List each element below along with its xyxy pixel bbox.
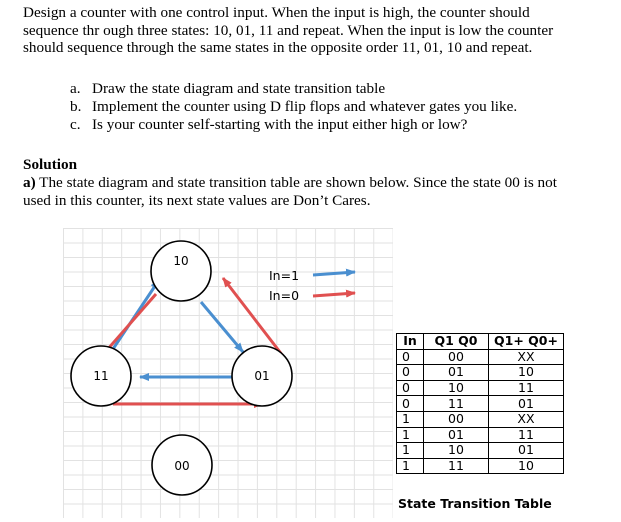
cell-in: 1 — [397, 411, 424, 427]
table-row — [397, 349, 564, 365]
legend-label-in1: In=1 — [269, 268, 300, 283]
cell-in: 1 — [397, 458, 424, 474]
solution-heading: Solution — [23, 156, 78, 173]
item-text: Draw the state diagram and state transition table — [92, 80, 386, 97]
state-node-10 — [151, 241, 211, 301]
part-a-label: a) — [23, 174, 36, 191]
cell-state: 11 — [424, 396, 489, 412]
cell-state: 10 — [424, 380, 489, 396]
item-letter: c. — [70, 116, 81, 133]
table-header-row — [397, 334, 564, 350]
solution-part-a — [23, 174, 557, 209]
problem-item-a — [70, 80, 385, 98]
table-row — [397, 443, 564, 459]
header-in: In — [397, 334, 424, 350]
header-q1q0: Q1 Q0 — [424, 334, 489, 350]
table-row — [397, 365, 564, 381]
legend-label-in0: In=0 — [269, 288, 300, 303]
cell-next: 01 — [489, 443, 564, 459]
problem-line: sequence thr ough three states: 10, 01, 11 and repeat. When the input is low the counter — [23, 21, 554, 39]
legend-swatch-in1 — [313, 272, 355, 275]
item-letter: b. — [70, 98, 82, 115]
cell-in: 1 — [397, 443, 424, 459]
item-letter: a. — [70, 80, 81, 97]
state-diagram — [63, 228, 393, 518]
state-label-01: 01 — [254, 369, 270, 383]
cell-in: 0 — [397, 349, 424, 365]
table-row — [397, 411, 564, 427]
cell-in: 1 — [397, 427, 424, 443]
cell-state: 01 — [424, 427, 489, 443]
legend-swatch-in0 — [313, 293, 355, 296]
cell-state: 10 — [424, 443, 489, 459]
problem-line: should sequence through the same states in the opposite order 11, 01, 10 and repeat. — [23, 39, 533, 56]
cell-state: 00 — [424, 349, 489, 365]
cell-state: 11 — [424, 458, 489, 474]
table-row — [397, 427, 564, 443]
cell-next: 11 — [489, 427, 564, 443]
table-row — [397, 396, 564, 412]
transition-10-to-01-in1 — [201, 302, 243, 352]
cell-state: 01 — [424, 365, 489, 381]
cell-next: 01 — [489, 396, 564, 412]
cell-next: XX — [489, 349, 564, 365]
cell-in: 0 — [397, 380, 424, 396]
problem-item-c — [70, 116, 467, 134]
cell-in: 0 — [397, 396, 424, 412]
problem-line: Design a counter with one control input. When the input is high, the counter should — [23, 4, 530, 21]
cell-next: XX — [489, 411, 564, 427]
cell-next: 11 — [489, 380, 564, 396]
item-text: Is your counter self-starting with the input either high or low? — [92, 116, 468, 133]
solution-line — [23, 174, 557, 192]
table-row — [397, 380, 564, 396]
cell-state: 00 — [424, 411, 489, 427]
state-label-10: 10 — [173, 254, 189, 268]
cell-in: 0 — [397, 365, 424, 381]
table-row — [397, 458, 564, 474]
cell-next: 10 — [489, 458, 564, 474]
state-label-11: 11 — [93, 369, 109, 383]
state-label-00: 00 — [174, 459, 190, 473]
cell-next: 10 — [489, 365, 564, 381]
solution-text: The state diagram and state transition table are shown below. Since the state 00 is not — [35, 174, 557, 191]
solution-line: used in this counter, its next state values are Don’t Cares. — [23, 191, 371, 209]
item-text: Implement the counter using D flip flops and whatever gates you like. — [92, 98, 518, 115]
table-caption: State Transition Table — [398, 496, 552, 511]
problem-item-b — [70, 98, 517, 116]
problem-statement — [23, 4, 613, 57]
state-transition-table — [396, 333, 564, 474]
header-q1q0-next: Q1+ Q0+ — [489, 334, 564, 350]
state-diagram-canvas — [63, 228, 393, 518]
